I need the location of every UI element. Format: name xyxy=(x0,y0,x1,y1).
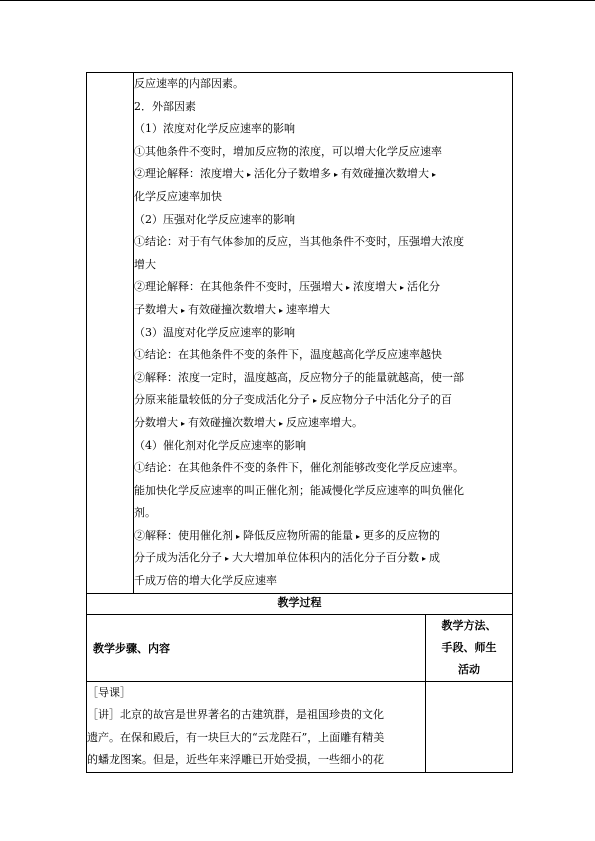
process-header: 教学过程 xyxy=(87,593,513,614)
content-text: ②理论解释：浓度增大 xyxy=(134,167,244,181)
content-line xyxy=(134,118,512,141)
content-line xyxy=(134,457,512,480)
content-text: ①结论：在其他条件不变的条件下，温度越高化学反应速率越快 xyxy=(134,348,442,362)
content-line xyxy=(134,412,512,435)
content-line xyxy=(134,231,512,254)
content-line xyxy=(134,480,512,503)
lesson-plan-table xyxy=(86,72,513,773)
arrow-icon: ▸ xyxy=(313,396,318,406)
content-text: ②理论解释：在其他条件不变时，压强增大 xyxy=(134,280,343,294)
content-line xyxy=(134,570,512,593)
arrow-icon: ▸ xyxy=(247,170,252,180)
content-line xyxy=(134,322,512,345)
arrow-icon: ▸ xyxy=(279,418,284,428)
content-text: （2）压强对化学反应速率的影响 xyxy=(134,212,295,226)
content-text: 反应速率的内部因素。 xyxy=(134,77,244,90)
content-text: 有效碰撞次数增大 xyxy=(341,167,430,181)
content-text: 活化分 xyxy=(407,280,441,294)
content-text: 降低反应物所需的能量 xyxy=(243,528,354,542)
arrow-icon: ▸ xyxy=(181,305,186,315)
content-line xyxy=(134,389,512,412)
content-row xyxy=(87,73,513,594)
content-line xyxy=(134,186,512,209)
left-margin-cell xyxy=(87,73,134,594)
content-lines xyxy=(134,73,512,593)
content-cell xyxy=(134,73,513,594)
page-top-rule xyxy=(0,0,595,1)
lead-line: ［导课］ xyxy=(87,685,131,699)
content-text: 分子成为活化分子 xyxy=(134,551,222,565)
arrow-icon: ▸ xyxy=(279,305,284,315)
arrow-icon: ▸ xyxy=(181,418,186,428)
content-line xyxy=(134,547,512,570)
methods-header-line: 手段、师生 xyxy=(441,640,497,654)
content-text: 分数增大 xyxy=(134,415,178,429)
content-text: （4）催化剂对化学反应速率的影响 xyxy=(134,438,306,452)
process-header-row xyxy=(87,593,513,614)
lead-row xyxy=(87,681,513,772)
content-text: 更多的反应物的 xyxy=(363,528,441,542)
lead-content-cell xyxy=(87,681,426,772)
content-line xyxy=(134,254,512,277)
content-text: 浓度增大 xyxy=(353,280,398,294)
content-text: 2．外部因素 xyxy=(134,99,196,113)
content-line xyxy=(134,525,512,548)
content-text: ②解释：浓度一定时，温度越高，反应物分子的能量就越高，使一部 xyxy=(134,370,464,384)
content-text: ①其他条件不变时，增加反应物的浓度，可以增大化学反应速率 xyxy=(134,144,442,158)
content-line xyxy=(134,344,512,367)
content-text: 增大 xyxy=(134,257,156,271)
content-line xyxy=(134,163,512,186)
content-text: 反应速率增大。 xyxy=(286,415,364,429)
content-line xyxy=(134,502,512,525)
content-text: 活化分子数增多 xyxy=(254,167,332,181)
arrow-icon: ▸ xyxy=(236,531,241,541)
methods-header-line: 活动 xyxy=(458,662,480,676)
content-line xyxy=(134,435,512,458)
content-text: （3）温度对化学反应速率的影响 xyxy=(134,325,295,339)
lead-line: 遗产。在保和殿后，有一块巨大的“云龙陛石”，上面雕有精美 xyxy=(87,730,385,744)
content-text: ①结论：在其他条件不变的条件下，催化剂能够改变化学反应速率。 xyxy=(134,461,464,475)
content-line xyxy=(134,276,512,299)
content-line xyxy=(134,209,512,232)
arrow-icon: ▸ xyxy=(225,554,230,564)
content-text: 有效碰撞次数增大 xyxy=(188,302,277,316)
column-header-row xyxy=(87,614,513,681)
content-text: 能加快化学反应速率的叫正催化剂；能减慢化学反应速率的叫负催化 xyxy=(134,483,464,497)
arrow-icon: ▸ xyxy=(356,531,361,541)
content-line xyxy=(134,299,512,322)
content-text: 反应物分子中活化分子的百 xyxy=(320,393,453,407)
content-text: 分原来能量较低的分子变成活化分子 xyxy=(134,393,310,407)
arrow-icon: ▸ xyxy=(422,554,427,564)
content-text: 速率增大 xyxy=(286,302,331,316)
steps-header: 教学步骤、内容 xyxy=(87,614,426,681)
content-line xyxy=(134,96,512,119)
content-text: 大大增加单位体积内的活化分子百分数 xyxy=(232,551,420,565)
content-line xyxy=(134,367,512,390)
content-text: ②解释：使用催化剂 xyxy=(134,528,233,542)
lead-line: 的蟠龙图案。但是，近些年来浮雕已开始受损，一些细小的花 xyxy=(87,753,384,767)
lead-methods-cell xyxy=(426,681,513,772)
content-text: 化学反应速率加快 xyxy=(134,189,222,203)
arrow-icon: ▸ xyxy=(346,283,351,293)
arrow-icon: ▸ xyxy=(334,170,339,180)
methods-header xyxy=(426,614,513,681)
content-text: 有效碰撞次数增大 xyxy=(188,415,277,429)
arrow-icon: ▸ xyxy=(432,170,437,180)
content-text: 成 xyxy=(429,551,441,565)
content-text: 子数增大 xyxy=(134,302,178,316)
methods-header-line: 教学方法、 xyxy=(441,618,497,632)
lead-line: ［讲］北京的故宫是世界著名的古建筑群，是祖国珍贵的文化 xyxy=(87,708,384,722)
content-text: 千成万倍的增大化学反应速率 xyxy=(134,574,277,588)
content-text: ①结论：对于有气体参加的反应，当其他条件不变时，压强增大浓度 xyxy=(134,235,464,249)
content-text: 剂。 xyxy=(134,506,156,520)
content-text: （1）浓度对化学反应速率的影响 xyxy=(134,122,295,136)
arrow-icon: ▸ xyxy=(400,283,405,293)
content-line xyxy=(134,73,512,96)
content-line xyxy=(134,141,512,164)
